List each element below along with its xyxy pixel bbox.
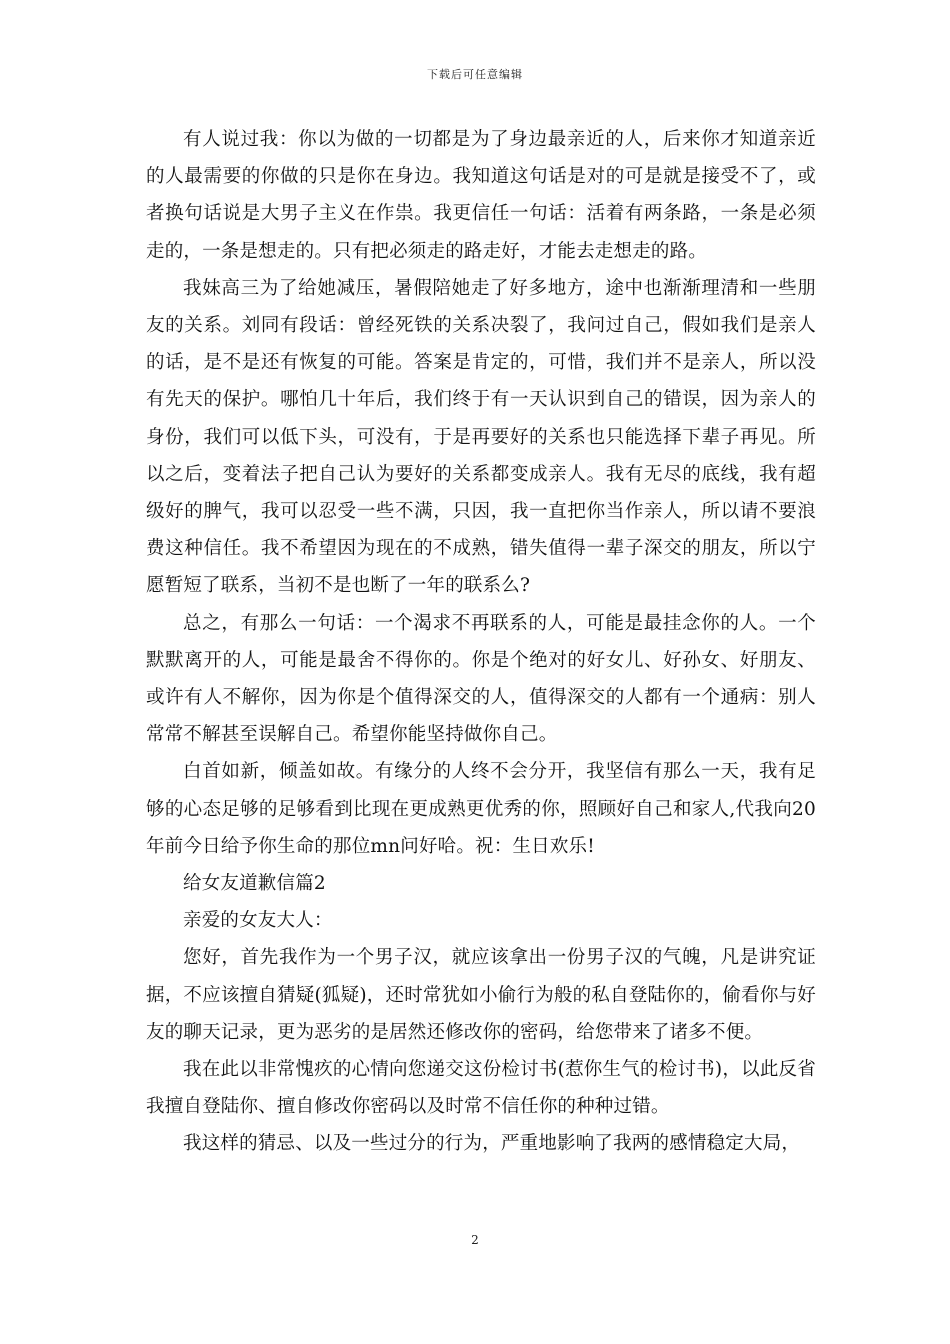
salutation: 亲爱的女友大人： <box>183 910 333 932</box>
document-body <box>146 121 816 1163</box>
paragraph: 我妹高三为了给她减压，暑假陪她走了好多地方，途中也渐渐理清和一些朋友的关系。刘同有段话：曾经死铁的关系决裂了，我问过自己，假如我们是亲人的话，是不是还有恢复的可能。答案是肯定的，可惜，我们并不是亲人，所以没有先天的保护。哪怕几十年后，我们终于有一天认识到自己的错误，因为亲人的身份，我们可以低下头，可没有，于是再要好的关系也只能选择下辈子再见。所以之后，变着法子把自己认为要好的关系都变成亲人。我有无尽的底线，我有超级好的脾气，我可以忍受一些不满，只因，我一直把你当作亲人，所以请不要浪费这种信任。我不希望因为现在的不成熟，错失值得一辈子深交的朋友，所以宁愿暂短了联系，当初不是也断了一年的联系么? <box>146 277 816 597</box>
paragraph: 我这样的猜忌、以及一些过分的行为，严重地影响了我两的感情稳定大局， <box>183 1133 801 1155</box>
page-number: 2 <box>471 1233 479 1247</box>
paragraph: 我在此以非常愧疚的心情向您递交这份检讨书(惹你生气的检讨书)，以此反省我擅自登陆你、擅自修改你密码以及时常不信任你的种种过错。 <box>146 1059 816 1118</box>
paragraph: 总之，有那么一句话：一个渴求不再联系的人，可能是最挂念你的人。一个默默离开的人，可能是最舍不得你的。你是个绝对的好女儿、好孙女、好朋友、或许有人不解你，因为你是个值得深交的人，值得深交的人都有一个通病：别人常常不解甚至误解自己。希望你能坚持做你自己。 <box>146 612 816 746</box>
page-header: 下载后可任意编辑 <box>427 68 523 81</box>
section-heading: 给女友道歉信篇2 <box>183 873 326 895</box>
paragraph: 白首如新，倾盖如故。有缘分的人终不会分开，我坚信有那么一天，我有足够的心态足够的足够看到比现在更成熟更优秀的你，照顾好自己和家人,代我向20年前今日给予你生命的那位mn问好哈。祝：生日欢乐! <box>146 761 816 857</box>
paragraph: 您好，首先我作为一个男子汉，就应该拿出一份男子汉的气魄，凡是讲究证据，不应该擅自猜疑(狐疑)，还时常犹如小偷行为般的私自登陆你的，偷看你与好友的聊天记录，更为恶劣的是居然还修改你的密码，给您带来了诸多不便。 <box>146 947 816 1043</box>
paragraph: 有人说过我：你以为做的一切都是为了身边最亲近的人，后来你才知道亲近的人最需要的你做的只是你在身边。我知道这句话是对的可是就是接受不了，或者换句话说是大男子主义在作祟。我更信任一句话：活着有两条路，一条是必须走的，一条是想走的。只有把必须走的路走好，才能去走想走的路。 <box>146 129 816 262</box>
